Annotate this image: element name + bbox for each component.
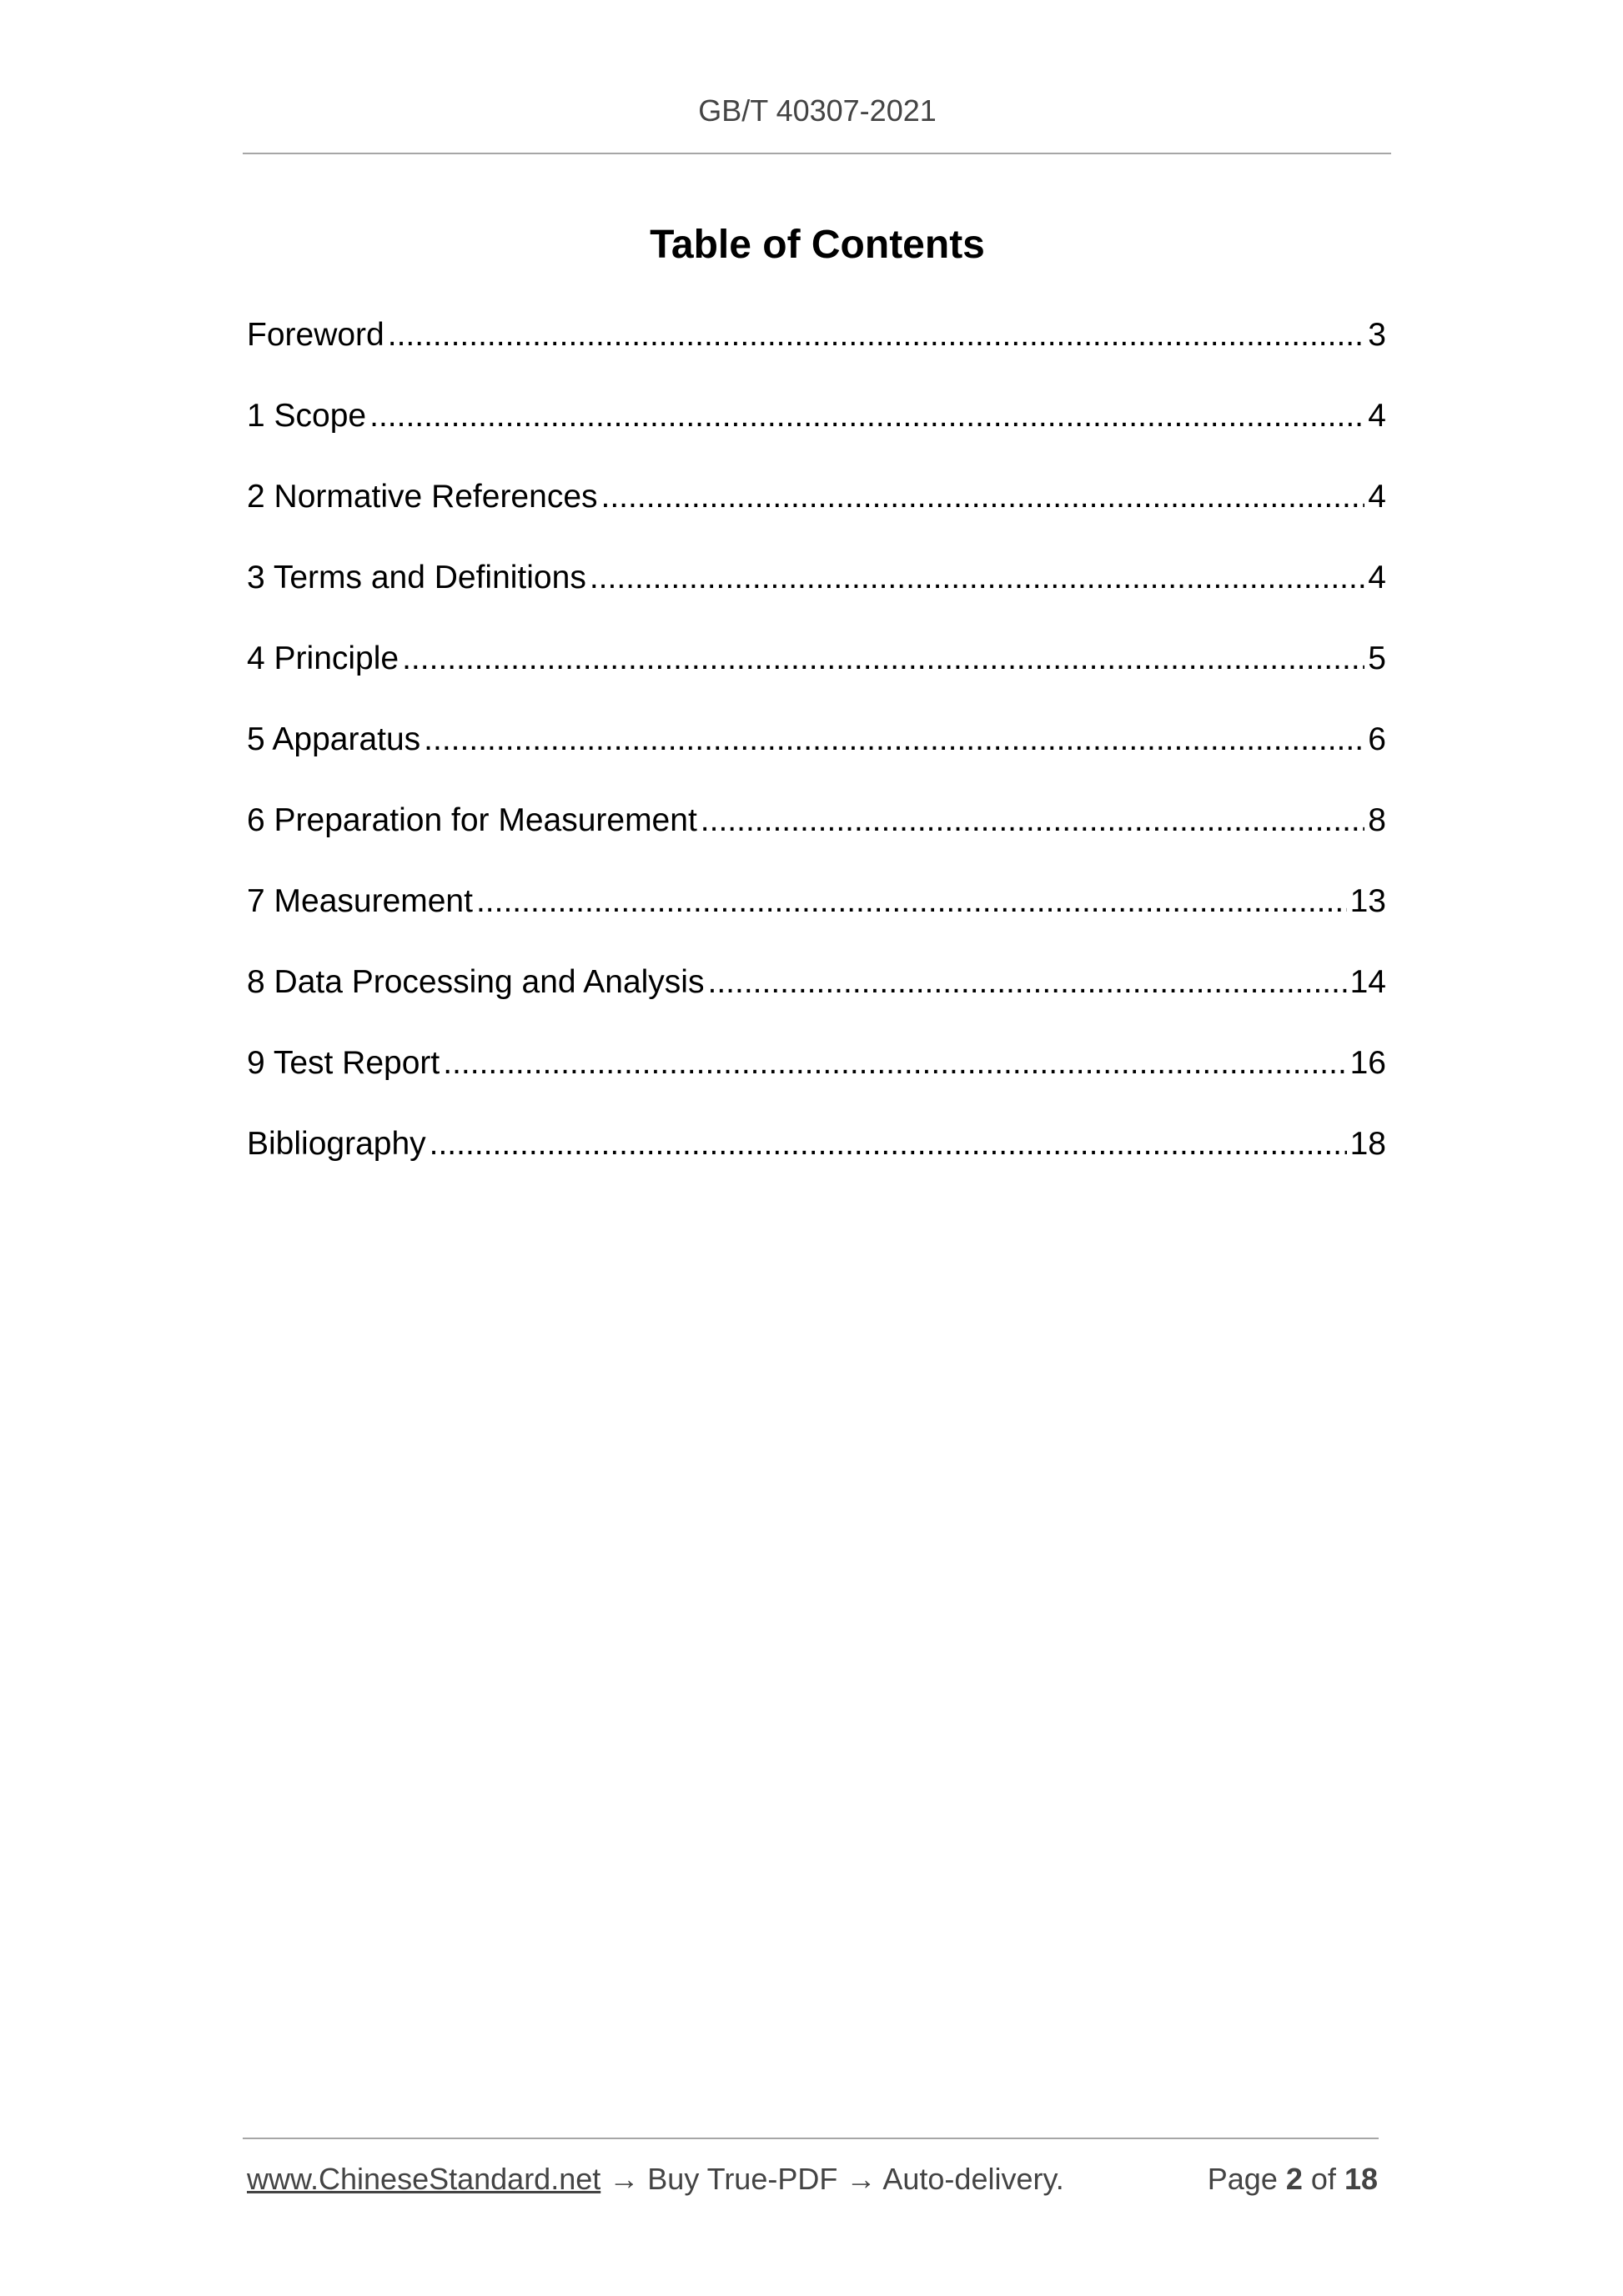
- toc-entry-principle[interactable]: [247, 641, 1386, 721]
- toc-entry-foreword[interactable]: [247, 317, 1386, 398]
- footer-divider: [243, 2138, 1379, 2139]
- toc-entry-label: 5 Apparatus: [247, 721, 421, 757]
- toc-dot-leader: [701, 802, 1365, 839]
- toc-dot-leader: [707, 964, 1346, 1001]
- toc-dot-leader: [601, 479, 1365, 515]
- toc-entry-page: 4: [1368, 398, 1386, 434]
- header-divider: [243, 153, 1391, 154]
- toc-entry-label: 4 Principle: [247, 641, 399, 676]
- arrow-right-icon: →: [609, 2162, 640, 2196]
- toc-entry-measurement[interactable]: [247, 883, 1386, 964]
- toc-entry-label: Foreword: [247, 317, 384, 353]
- toc-dot-leader: [369, 398, 1364, 435]
- toc-entry-page: 4: [1368, 479, 1386, 515]
- toc-dot-leader: [590, 560, 1364, 596]
- toc-entry-terms-and-definitions[interactable]: [247, 560, 1386, 641]
- toc-dot-leader: [402, 641, 1364, 677]
- toc-entry-label: 8 Data Processing and Analysis: [247, 964, 705, 1000]
- toc-entry-data-processing[interactable]: [247, 964, 1386, 1045]
- toc-entry-page: 5: [1368, 641, 1386, 676]
- buy-pdf-text: Buy True-PDF: [647, 2162, 838, 2196]
- current-page-number: 2: [1285, 2162, 1303, 2196]
- total-page-count: 18: [1344, 2162, 1378, 2196]
- toc-entry-page: 8: [1368, 802, 1386, 838]
- page-number: [1208, 2162, 1378, 2197]
- arrow-right-icon: →: [846, 2162, 877, 2196]
- toc-entry-label: 3 Terms and Definitions: [247, 560, 586, 595]
- website-link[interactable]: www.ChineseStandard.net: [247, 2162, 601, 2196]
- toc-dot-leader: [424, 721, 1364, 758]
- toc-entry-label: 7 Measurement: [247, 883, 473, 919]
- toc-entry-test-report[interactable]: [247, 1045, 1386, 1126]
- toc-entry-label: Bibliography: [247, 1126, 426, 1162]
- toc-dot-leader: [443, 1045, 1346, 1082]
- toc-entry-label: 1 Scope: [247, 398, 367, 434]
- toc-dot-leader: [476, 883, 1347, 920]
- toc-dot-leader: [430, 1126, 1347, 1163]
- toc-entry-label: 6 Preparation for Measurement: [247, 802, 697, 838]
- toc-list: [247, 317, 1386, 1207]
- toc-entry-page: 3: [1368, 317, 1386, 353]
- footer-promo: [247, 2162, 1064, 2197]
- toc-entry-apparatus[interactable]: [247, 721, 1386, 802]
- toc-entry-bibliography[interactable]: [247, 1126, 1386, 1207]
- toc-entry-normative-references[interactable]: [247, 479, 1386, 560]
- toc-entry-page: 13: [1349, 883, 1386, 919]
- toc-entry-preparation-for-measurement[interactable]: [247, 802, 1386, 883]
- toc-entry-page: 16: [1349, 1045, 1386, 1081]
- toc-entry-label: 9 Test Report: [247, 1045, 440, 1081]
- of-word: of: [1310, 2162, 1336, 2196]
- auto-delivery-text: Auto-delivery.: [882, 2162, 1064, 2196]
- toc-dot-leader: [388, 317, 1365, 354]
- toc-entry-page: 6: [1368, 721, 1386, 757]
- toc-entry-page: 4: [1368, 560, 1386, 595]
- toc-entry-label: 2 Normative References: [247, 479, 598, 515]
- toc-entry-scope[interactable]: [247, 398, 1386, 479]
- toc-title: Table of Contents: [650, 223, 985, 267]
- toc-entry-page: 18: [1349, 1126, 1386, 1162]
- toc-entry-page: 14: [1349, 964, 1386, 1000]
- document-header: GB/T 40307-2021: [698, 93, 937, 128]
- page-word: Page: [1207, 2162, 1278, 2196]
